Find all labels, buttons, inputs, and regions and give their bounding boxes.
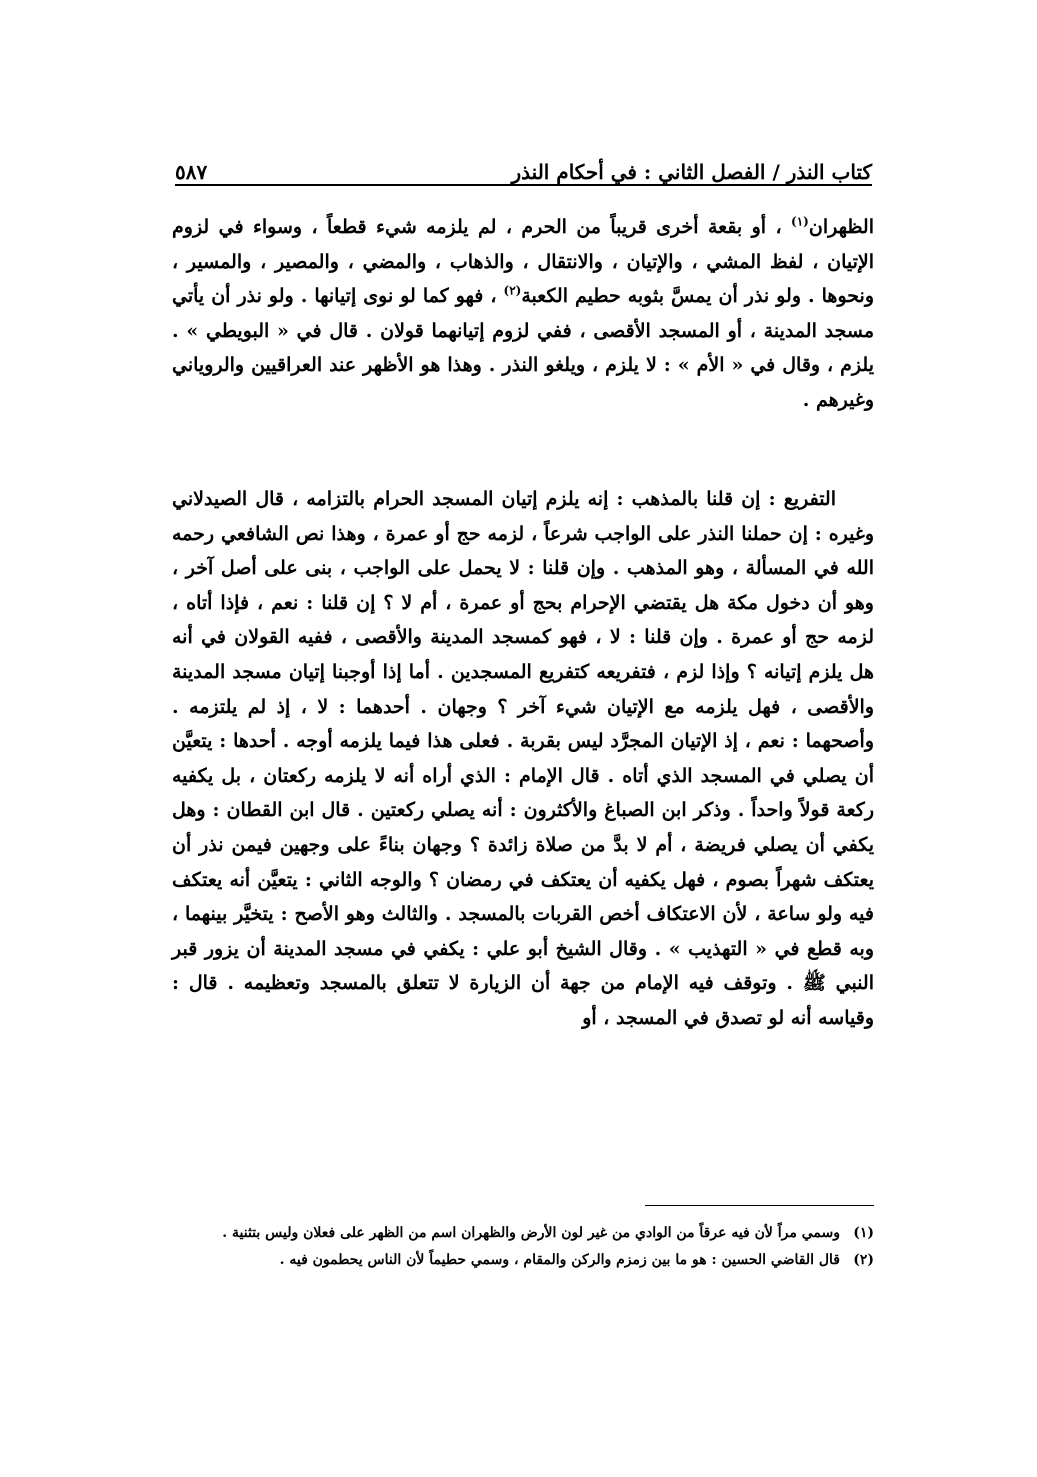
footnotes: [172, 1220, 874, 1274]
footnote-2-number: (٢): [853, 1252, 874, 1268]
paragraph-1-part-3: ، فهو كما لو نوى إتيانها . ولو نذر أن يأتي مسجد المدينة ، أو المسجد الأقصى ، ففي لزوم إتيانهما قولان . قال في « البويطي » . يلزم ، وقال في « الأم » : لا يلزم ، ويلغو النذر . وهذا هو الأظهر عند العراقيين والروياني وغيرهم .: [172, 285, 874, 411]
page-number: ٥٨٧: [175, 160, 208, 184]
footnote-1-number: (١): [853, 1225, 874, 1241]
paragraph-2: التفريع : إن قلنا بالمذهب : إنه يلزم إتيان المسجد الحرام بالتزامه ، قال الصيدلاني وغيره : إن حملنا النذر على الواجب شرعاً ، لزمه حج أو عمرة ، وهذا نص الشافعي رحمه الله في المسألة ، وهو المذهب . وإن قلنا : لا يحمل على الواجب ، بنى على أصل آخر ، وهو أن دخول مكة هل يقتضي الإحرام بحج أو عمرة ، أم لا ؟ إن قلنا : نعم ، فإذا أتاه ، لزمه حج أو عمرة . وإن قلنا : لا ، فهو كمسجد المدينة والأقصى ، ففيه القولان في أنه هل يلزم إتيانه ؟ وإذا لزم ، فتفريعه كتفريع المسجدين . أما إذا أوجبنا إتيان مسجد المدينة والأقصى ، فهل يلزمه مع الإتيان شيء آخر ؟ وجهان . أحدهما : لا ، إذ لم يلتزمه . وأصحهما : نعم ، إذ الإتيان المجرَّد ليس بقربة . فعلى هذا فيما يلزمه أوجه . أحدها : يتعيَّن أن يصلي في المسجد الذي أتاه . قال الإمام : الذي أراه أنه لا يلزمه ركعتان ، بل يكفيه ركعة قولاً واحداً . وذكر ابن الصباغ والأكثرون : أنه يصلي ركعتين . قال ابن القطان : وهل يكفي أن يصلي فريضة ، أم لا بدَّ من صلاة زائدة ؟ وجهان بناءً على وجهين فيمن نذر أن يعتكف شهراً بصوم ، فهل يكفيه أن يعتكف في رمضان ؟ والوجه الثاني : يتعيَّن أنه يعتكف فيه ولو ساعة ، لأن الاعتكاف أخص القربات بالمسجد . والثالث وهو الأصح : يتخيَّر بينهما ، وبه قطع في « التهذيب » . وقال الشيخ أبو علي : يكفي في مسجد المدينة أن يزور قبر النبي ﷺ . وتوقف فيه الإمام من جهة أن الزيارة لا تتعلق بالمسجد وتعظيمه . قال : وقياسه أنه لو تصدق في المسجد ، أو: [172, 488, 875, 1029]
header-title: كتاب النذر / الفصل الثاني : في أحكام النذر: [511, 160, 872, 184]
footnote-ref-1[interactable]: (١): [791, 214, 809, 229]
header-rule: [175, 184, 872, 186]
footnote-1-text: وسمي مراً لأن فيه عرقاً من الوادي من غير لون الأرض والظهران اسم من الظهر على فعلان وليس بتثنية .: [222, 1225, 840, 1241]
paragraph-1-part-1: الظهران: [808, 216, 874, 238]
paragraph-1: [172, 210, 874, 418]
footnote-2: [172, 1247, 874, 1274]
footnote-ref-2[interactable]: (٢): [503, 283, 522, 298]
footnote-2-text: قال القاضي الحسين : هو ما بين زمزم والركن والمقام ، وسمي حطيماً لأن الناس يحطمون فيه .: [279, 1252, 840, 1268]
footnote-rule: [645, 1205, 874, 1206]
paragraph-1-part-2: ، أو بقعة أخرى قريباً من الحرم ، لم يلزمه شيء قطعاً ، وسواء في لزوم الإتيان ، لفظ المشي ، والإتيان ، والانتقال ، والذهاب ، والمضي ، والمصير ، والمسير ، ونحوها . ولو نذر أن يمسَّ بثوبه حطيم الكعبة: [172, 216, 874, 308]
footnote-1: [172, 1220, 874, 1247]
running-header: [175, 146, 872, 184]
